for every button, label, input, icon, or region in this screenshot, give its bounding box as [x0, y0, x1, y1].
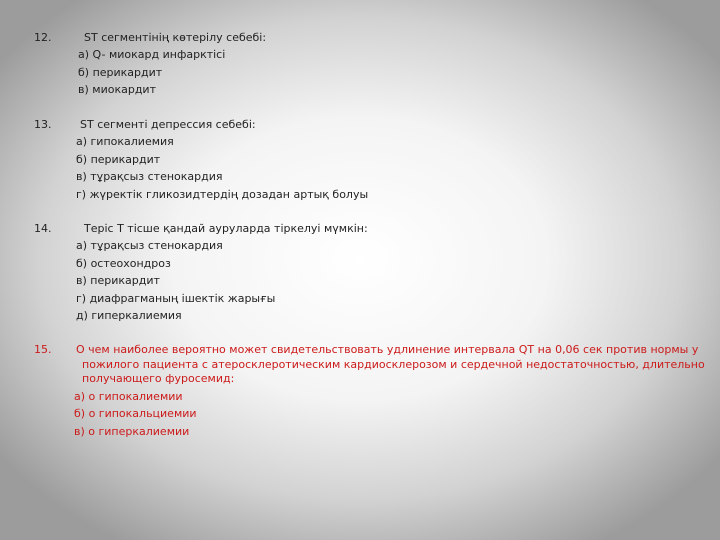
answer-option: г) жүректік гликозидтердің дозадан артық болуы	[76, 187, 369, 201]
question-text: ST сегменті депрессия себебі:	[80, 118, 256, 131]
answer-option: а) о гипокалиемии	[74, 389, 183, 403]
answer-option: в) перикардит	[76, 274, 160, 288]
answer-option: б) остеохондроз	[76, 256, 171, 270]
answer-option: в) тұрақсыз стенокардия	[76, 170, 223, 184]
question-text-line: пожилого пациента с атеросклеротическим кардиосклерозом и сердечной недостаточностью, длительно	[82, 357, 705, 371]
answer-option: в) миокардит	[78, 83, 156, 97]
question-text-line: О чем наиболее вероятно может свидетельствовать удлинение интервала QT на 0,06 сек против нормы у	[76, 343, 699, 356]
question-number: 13.	[34, 118, 52, 131]
answer-option: б) перикардит	[76, 152, 161, 166]
answer-option: а) гипокалиемия	[76, 135, 174, 149]
answer-option: г) диафрагманың ішектік жарығы	[76, 291, 276, 305]
question-number: 14.	[34, 222, 52, 235]
question-text: Теріс Т тісше қандай ауруларда тіркелуі мүмкін:	[84, 222, 368, 235]
answer-option: а) Q- миокард инфарктісі	[78, 48, 226, 62]
answer-option: б) о гипокальциемии	[74, 407, 197, 421]
question-number: 12.	[34, 31, 52, 44]
question-number: 15.	[34, 343, 52, 356]
answer-option: в) о гиперкалиемии	[74, 424, 190, 438]
answer-option: д) гиперкалиемия	[76, 309, 182, 322]
answer-option: б) перикардит	[78, 65, 163, 79]
question-text-line: получающего фуросемид:	[82, 372, 235, 386]
answer-option: а) тұрақсыз стенокардия	[76, 239, 223, 253]
question-text: ST сегментінің көтерілу себебі:	[84, 31, 267, 44]
